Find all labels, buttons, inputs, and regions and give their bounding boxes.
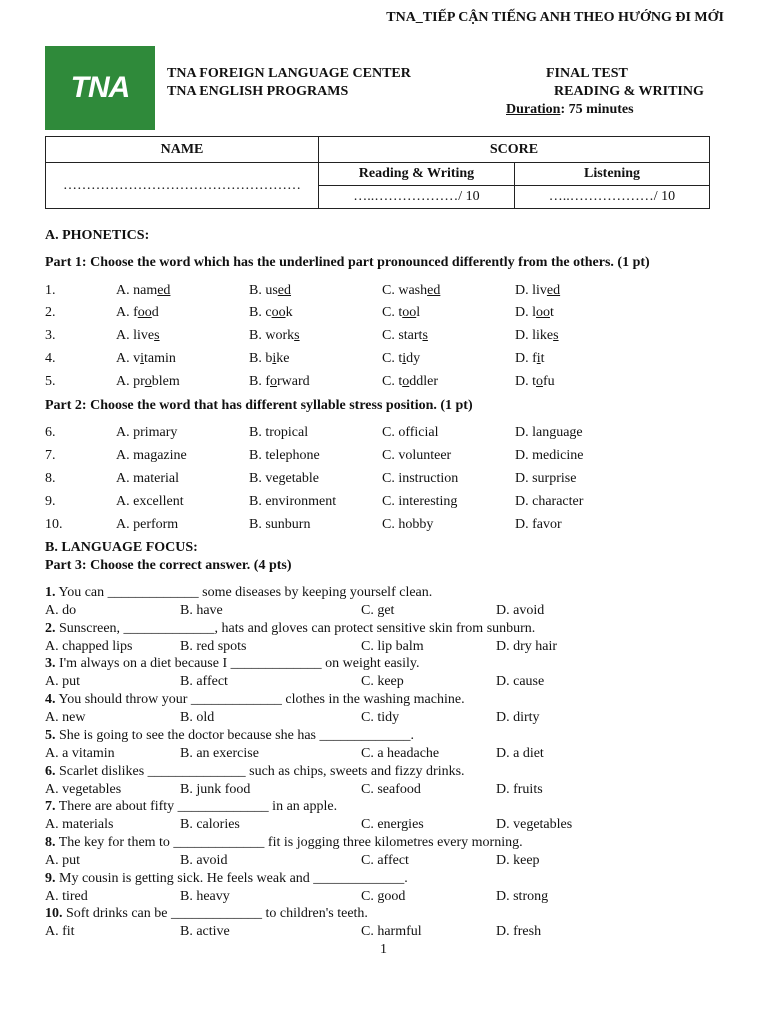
option-suffix: tamin	[144, 351, 176, 366]
answer-option[interactable]: A. excellent	[116, 494, 184, 509]
answer-option[interactable]: B. active	[180, 924, 230, 940]
answer-option[interactable]: D. fresh	[496, 924, 542, 940]
answer-option[interactable]: B. avoid	[180, 852, 228, 868]
answer-option[interactable]: B. affect	[180, 674, 228, 690]
name-blank-dots: ……………………………………………	[63, 177, 301, 193]
underlined-part: ed	[427, 283, 441, 298]
answer-option[interactable]	[249, 304, 293, 322]
answer-option[interactable]: A. material	[116, 471, 179, 486]
question-number: 6.	[45, 425, 56, 440]
answer-option[interactable]	[515, 304, 554, 322]
program-name: TNA ENGLISH PROGRAMS	[167, 84, 349, 99]
question-text: You can _____________ some diseases by keeping yourself clean.	[55, 585, 433, 600]
question-row	[45, 424, 710, 442]
option-prefix: B. c	[249, 305, 272, 320]
answer-option[interactable]: A. put	[45, 674, 80, 690]
question-number: 3.	[45, 328, 56, 343]
answer-option[interactable]: C. instruction	[382, 471, 459, 486]
option-prefix: C. t	[382, 374, 403, 389]
question-stem	[45, 584, 432, 602]
listening-score-blank[interactable]: …..………………/ 10	[515, 186, 710, 209]
page-number: 1	[380, 942, 387, 957]
answer-option[interactable]: A. vegetables	[45, 781, 122, 797]
answer-option[interactable]: C. tidy	[361, 710, 400, 726]
answer-option[interactable]: B. sunburn	[249, 517, 311, 532]
underlined-part: oo	[271, 305, 286, 320]
option-suffix: blem	[151, 374, 180, 389]
question-stem	[45, 870, 408, 888]
answer-option[interactable]: D. character	[515, 494, 584, 509]
answer-option[interactable]: B. have	[180, 603, 223, 618]
option-suffix: rward	[277, 374, 310, 389]
answer-option[interactable]: C. interesting	[382, 494, 458, 509]
answer-option[interactable]: B. junk food	[180, 781, 251, 797]
answer-option[interactable]: D. a diet	[496, 745, 544, 761]
option-prefix: B. f	[249, 374, 270, 389]
underlined-part: i	[272, 351, 277, 366]
option-suffix: ke	[276, 351, 290, 366]
question-stem	[45, 763, 465, 781]
answer-option[interactable]: C. official	[382, 425, 439, 440]
underlined-part: ed	[157, 283, 171, 298]
section-a-heading: A. PHONETICS:	[45, 228, 150, 243]
option-prefix: C. t	[382, 305, 403, 320]
score-header: SCORE	[319, 137, 710, 163]
answer-option[interactable]	[116, 282, 170, 300]
question-text: You should throw your _____________ clothes in the washing machine.	[55, 692, 465, 708]
answer-option[interactable]: D. favor	[515, 517, 562, 532]
option-prefix: C. start	[382, 328, 423, 343]
answer-option[interactable]: D. strong	[496, 888, 549, 904]
question-text: There are about fifty _____________ in an apple.	[55, 799, 338, 815]
answer-option[interactable]: A. a vitamin	[45, 745, 115, 761]
answer-option[interactable]: D. language	[515, 425, 583, 440]
question-row	[45, 327, 710, 345]
reading-writing-header: Reading & Writing	[319, 163, 515, 186]
underlined-part: i	[536, 351, 541, 366]
question-text: The key for them to _____________ fit is jogging three kilometres every morning.	[55, 834, 523, 850]
question-number: 9.	[45, 494, 56, 509]
question-number: 1.	[45, 585, 56, 600]
option-suffix: k	[285, 305, 293, 320]
answer-option[interactable]	[116, 350, 176, 368]
question-text: Sunscreen, _____________, hats and gloves can protect sensitive skin from sunburn.	[55, 620, 536, 636]
question-number: 5.	[45, 374, 56, 389]
underlined-part: s	[294, 328, 300, 343]
answer-option[interactable]	[515, 282, 560, 300]
answer-option[interactable]: A. magazine	[116, 448, 187, 463]
question-number: 2.	[45, 620, 56, 636]
option-suffix: dy	[406, 351, 421, 366]
answer-option[interactable]: C. get	[361, 603, 395, 618]
answer-option[interactable]: B. environment	[249, 494, 337, 509]
answer-option[interactable]: C. harmful	[361, 924, 422, 940]
underlined-part: o	[144, 374, 152, 389]
answer-option[interactable]	[249, 327, 300, 345]
answer-option[interactable]	[249, 282, 291, 300]
option-prefix: A. live	[116, 328, 155, 343]
name-blank[interactable]	[46, 163, 319, 209]
question-number: 7.	[45, 448, 56, 463]
option-suffix: l	[416, 305, 421, 320]
center-name: TNA FOREIGN LANGUAGE CENTER	[167, 66, 411, 81]
underlined-part: s	[422, 328, 428, 343]
duration-label: Duration	[506, 102, 561, 117]
option-prefix: D. f	[515, 351, 537, 366]
header-banner: TNA_TIẾP CẬN TIẾNG ANH THEO HƯỚNG ĐI MỚI	[386, 10, 724, 25]
answer-option[interactable]	[515, 350, 545, 368]
underlined-part: ed	[277, 283, 292, 298]
option-suffix: fu	[543, 374, 555, 389]
answer-option[interactable]: A. do	[45, 603, 77, 618]
answer-option[interactable]: D. medicine	[515, 448, 584, 463]
option-prefix: B. work	[249, 328, 295, 343]
question-number: 7.	[45, 799, 56, 815]
question-number: 5.	[45, 727, 56, 743]
answer-option[interactable]: B. an exercise	[180, 745, 259, 761]
question-stem	[45, 691, 465, 709]
answer-option[interactable]: C. lip balm	[361, 638, 424, 654]
answer-option[interactable]: A. new	[45, 710, 86, 726]
underlined-part: o	[402, 374, 410, 389]
option-prefix: C. t	[382, 351, 403, 366]
question-stem	[45, 655, 419, 673]
answer-option[interactable]	[116, 327, 160, 345]
answer-option[interactable]: D. dry hair	[496, 638, 558, 654]
question-number: 9.	[45, 870, 56, 886]
question-number: 10.	[45, 906, 63, 922]
answer-option[interactable]: D. surprise	[515, 471, 577, 486]
duration	[506, 101, 634, 119]
question-row	[45, 470, 710, 488]
answer-option[interactable]	[382, 373, 438, 391]
question-number: 3.	[45, 656, 56, 672]
question-text: My cousin is getting sick. He feels weak and _____________.	[55, 870, 408, 886]
question-number: 8.	[45, 471, 56, 486]
underlined-part: oo	[536, 305, 550, 320]
question-stem	[45, 727, 414, 745]
answer-option[interactable]: D. keep	[496, 852, 540, 868]
listening-header: Listening	[515, 163, 710, 186]
answer-option[interactable]: A. perform	[116, 517, 179, 532]
question-row	[45, 447, 710, 465]
question-row	[45, 304, 710, 322]
answer-option[interactable]: A. put	[45, 852, 80, 868]
answer-option[interactable]: C. volunteer	[382, 448, 452, 463]
question-text: Scarlet dislikes ______________ such as chips, sweets and fizzy drinks.	[55, 763, 465, 779]
answer-option[interactable]: C. a headache	[361, 745, 440, 761]
question-number: 8.	[45, 834, 56, 850]
underlined-part: o	[270, 374, 277, 389]
question-row	[45, 373, 710, 391]
answer-option[interactable]	[382, 304, 420, 322]
underlined-part: ed	[546, 283, 561, 298]
option-prefix: A. nam	[116, 283, 158, 298]
answer-option[interactable]: B. vegetable	[249, 471, 319, 486]
rw-score-blank[interactable]: …..………………/ 10	[319, 186, 515, 209]
option-suffix: ddler	[409, 374, 438, 389]
question-text: Soft drinks can be _____________ to children's teeth.	[62, 906, 368, 922]
answer-option[interactable]: B. telephone	[249, 448, 320, 463]
answer-option[interactable]: C. affect	[361, 852, 409, 868]
option-prefix: A. pr	[116, 374, 145, 389]
option-prefix: A. v	[116, 351, 141, 366]
question-row	[45, 493, 710, 511]
part2-title: Part 2: Choose the word that has different syllable stress position. (1 pt)	[45, 398, 473, 413]
answer-option[interactable]	[116, 304, 159, 322]
answer-option[interactable]: D. avoid	[496, 603, 545, 618]
answer-option[interactable]	[249, 350, 289, 368]
answer-option[interactable]: A. primary	[116, 425, 178, 440]
question-stem	[45, 905, 368, 923]
question-stem	[45, 798, 337, 816]
answer-option[interactable]: C. hobby	[382, 517, 434, 532]
option-suffix: d	[151, 305, 159, 320]
answer-option[interactable]: C. keep	[361, 674, 404, 690]
answer-option[interactable]: C. good	[361, 888, 406, 904]
option-suffix: t	[550, 305, 554, 320]
answer-option[interactable]	[116, 373, 180, 391]
answer-option[interactable]: A. chapped lips	[45, 638, 133, 654]
score-table	[45, 136, 710, 209]
underlined-part: o	[536, 374, 543, 389]
underlined-part: i	[402, 351, 407, 366]
part1-title: Part 1: Choose the word which has the underlined part pronounced differently from the others. (1 pt)	[45, 255, 650, 270]
question-row	[45, 350, 710, 368]
underlined-part: s	[553, 328, 559, 343]
option-prefix: B. b	[249, 351, 273, 366]
question-row	[45, 282, 710, 300]
underlined-part: s	[154, 328, 160, 343]
option-prefix: C. wash	[382, 283, 428, 298]
question-number: 10.	[45, 517, 63, 532]
answer-option[interactable]: B. heavy	[180, 888, 230, 904]
duration-value: : 75 minutes	[560, 102, 634, 117]
question-number: 4.	[45, 351, 56, 366]
answer-option[interactable]: B. calories	[180, 817, 240, 833]
answer-option[interactable]: A. tired	[45, 888, 88, 904]
answer-option[interactable]	[515, 327, 559, 345]
answer-option[interactable]: D. fruits	[496, 781, 543, 797]
answer-option[interactable]: A. materials	[45, 817, 114, 833]
option-prefix: D. liv	[515, 283, 547, 298]
underlined-part: oo	[137, 305, 152, 320]
answer-option[interactable]: A. fit	[45, 924, 75, 940]
part3-title: Part 3: Choose the correct answer. (4 pts)	[45, 558, 292, 573]
option-prefix: A. f	[116, 305, 138, 320]
answer-option[interactable]: D. cause	[496, 674, 545, 690]
tna-logo	[45, 46, 155, 130]
test-title: FINAL TEST	[546, 66, 628, 81]
answer-option[interactable]	[249, 373, 310, 391]
question-number: 1.	[45, 283, 56, 298]
answer-option[interactable]: B. red spots	[180, 638, 247, 654]
question-number: 2.	[45, 305, 56, 320]
section-b-heading: B. LANGUAGE FOCUS:	[45, 540, 198, 555]
question-stem	[45, 834, 523, 852]
name-header: NAME	[46, 137, 319, 163]
answer-option[interactable]	[382, 282, 440, 300]
answer-option[interactable]: B. old	[180, 710, 215, 726]
answer-option[interactable]	[382, 350, 420, 368]
option-prefix: D. t	[515, 374, 536, 389]
answer-option[interactable]: C. seafood	[361, 781, 421, 797]
question-number: 6.	[45, 763, 56, 779]
option-prefix: D. l	[515, 305, 536, 320]
answer-option[interactable]	[382, 327, 428, 345]
answer-option[interactable]	[515, 373, 555, 391]
option-suffix: t	[540, 351, 545, 366]
option-prefix: B. us	[249, 283, 278, 298]
underlined-part: i	[140, 351, 145, 366]
underlined-part: oo	[402, 305, 417, 320]
answer-option[interactable]: D. vegetables	[496, 817, 573, 833]
question-stem	[45, 620, 535, 638]
question-number: 4.	[45, 692, 56, 708]
question-row	[45, 516, 710, 534]
answer-option[interactable]: C. energies	[361, 817, 424, 833]
test-subtitle: READING & WRITING	[554, 84, 704, 99]
question-text: She is going to see the doctor because she has _____________.	[55, 727, 414, 743]
answer-option[interactable]: B. tropical	[249, 425, 309, 440]
question-text: I'm always on a diet because I _____________ on weight easily.	[55, 656, 420, 672]
option-prefix: D. like	[515, 328, 554, 343]
logo-text: TNA	[70, 71, 130, 104]
answer-option[interactable]: D. dirty	[496, 710, 540, 726]
